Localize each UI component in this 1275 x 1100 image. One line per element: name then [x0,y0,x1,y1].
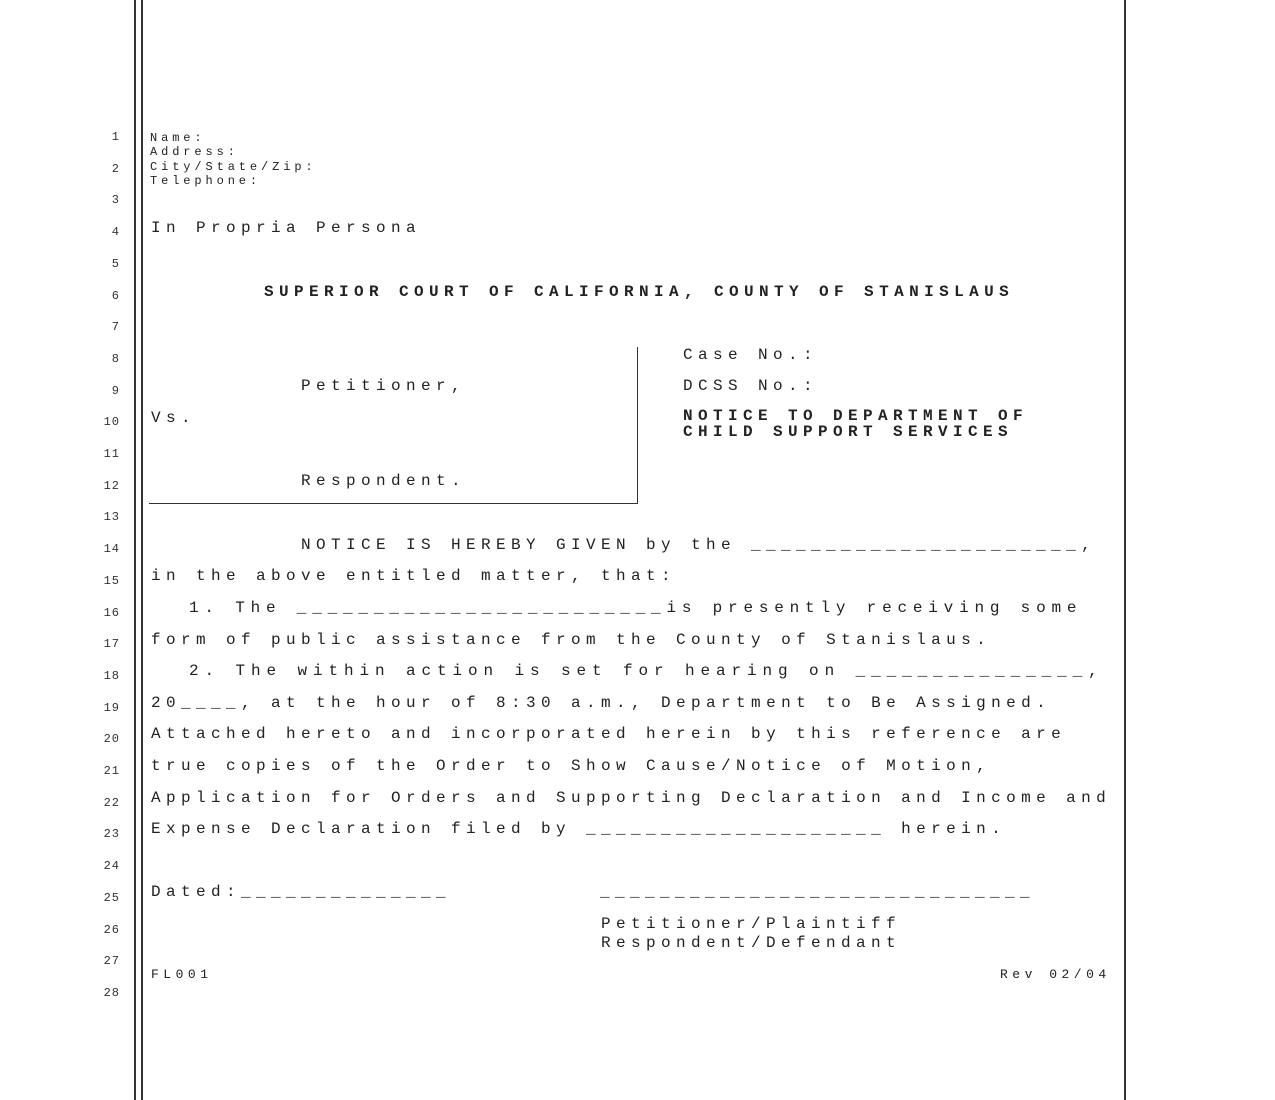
signature-party-1: Petitioner/Plaintiff [601,915,902,933]
case-number: Case No.: [683,346,819,364]
petitioner-label: Petitioner, [301,377,467,395]
line-number: 13 [103,510,120,525]
body-line: Attached hereto and incorporated herein by this reference are [151,725,1067,743]
line-number: 23 [103,827,120,842]
line-number: 6 [111,288,120,303]
in-propria-persona: In Propria Persona [151,219,422,237]
line-number: 26 [103,922,120,937]
header-address: Address: [150,145,239,159]
caption-divider [637,347,638,504]
line-number: 5 [111,256,120,271]
line-number: 9 [111,383,120,398]
dated-field: Dated:______________ [151,883,452,901]
respondent-label: Respondent. [301,472,467,490]
line-number: 14 [103,542,120,557]
caption-bottom-rule [149,503,638,504]
body-line: 20____, at the hour of 8:30 a.m., Department to Be Assigned. [151,694,1052,712]
line-number: 21 [103,764,120,778]
line-number: 27 [103,954,120,969]
signature-party-2: Respondent/Defendant [601,934,902,952]
body-line: Application for Orders and Supporting Declaration and Income and [151,789,1112,807]
line-number: 1 [111,130,120,144]
line-number: 4 [111,225,120,240]
line-number: 17 [103,637,120,652]
signature-line: _____________________________ [600,883,1036,901]
body-line: 1. The ________________________is presently receiving some [189,599,1083,617]
document-title-1: NOTICE TO DEPARTMENT OF [683,407,1029,425]
form-id: FL001 [151,967,213,982]
line-number: 12 [103,478,120,493]
header-name: Name: [150,131,206,145]
body-line: form of public assistance from the County of Stanislaus. [151,631,992,649]
body-line: true copies of the Order to Show Cause/Notice of Motion, [151,757,992,775]
revision: Rev 02/04 [1000,967,1111,982]
line-number: 2 [111,161,120,176]
court-title: SUPERIOR COURT OF CALIFORNIA, COUNTY OF STANISLAUS [264,283,1015,301]
body-line: in the above entitled matter, that: [151,567,677,585]
line-number: 3 [111,193,120,208]
line-number: 24 [103,859,120,874]
body-line: NOTICE IS HEREBY GIVEN by the ______________________, [301,536,1097,554]
header-telephone: Telephone: [150,174,262,188]
right-margin-rule [1124,0,1126,1100]
line-number: 20 [103,732,120,747]
vs-label: Vs. [151,409,197,427]
line-number: 25 [103,890,120,905]
line-number: 10 [103,415,120,430]
line-number: 15 [103,573,120,588]
line-number: 18 [103,668,120,683]
line-number: 8 [111,351,120,366]
body-line: 2. The within action is set for hearing on _______________, [189,662,1104,680]
line-number: 7 [111,320,120,335]
document-title-2: CHILD SUPPORT SERVICES [683,423,1014,441]
line-number: 16 [103,605,120,620]
dcss-number: DCSS No.: [683,377,819,395]
left-margin-rule-inner [141,0,143,1100]
left-margin-rule [134,0,136,1100]
body-line: Expense Declaration filed by ____________________ herein. [151,820,1007,838]
line-number: 11 [103,447,120,461]
line-number: 28 [103,985,120,1000]
line-number: 19 [103,700,120,715]
line-number: 22 [103,795,120,810]
header-city: City/State/Zip: [150,160,317,174]
